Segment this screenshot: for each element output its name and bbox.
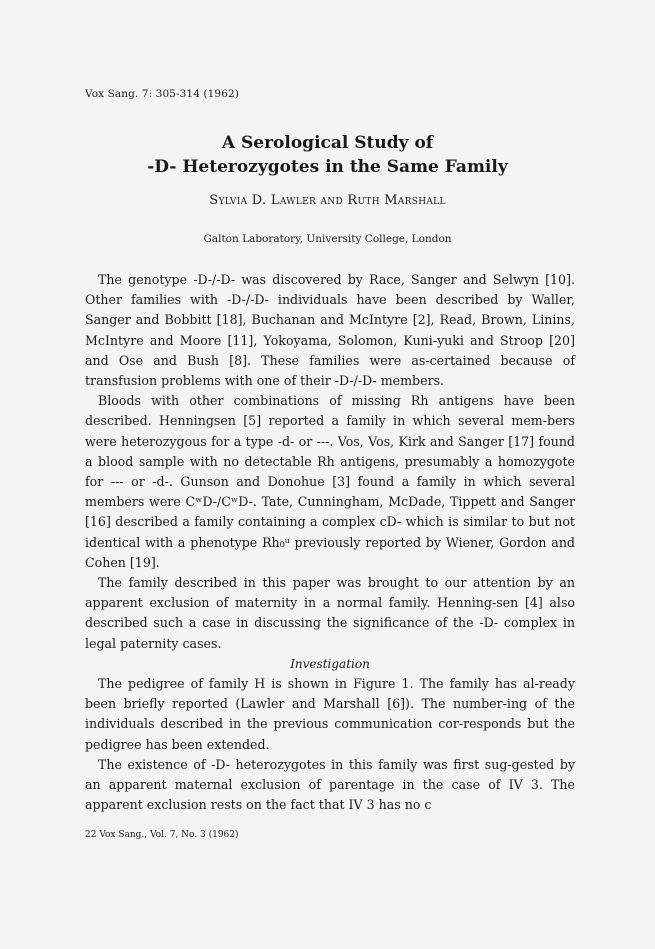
affiliation: Galton Laboratory, University College, London (203, 233, 452, 245)
authors: Sylvia D. Lawler and Ruth Marshall (209, 193, 446, 208)
paragraph: The existence of -D- heterozygotes in this family was first sug-gested by an apparent maternal exclusion of parentage in the case of IV 3. The apparent exclusion rests on the fact that IV 3 has no c (85, 756, 575, 813)
paragraph: The family described in this paper was brought to our attention by an apparent exclusion of maternity in a normal family. Henning-sen [4] also described such a case in discussing the significance of the -D- complex in legal paternity cases. (85, 575, 575, 651)
section-heading: Investigation (290, 656, 370, 671)
journal-citation: Vox Sang. 7: 305-314 (1962) (85, 88, 239, 100)
paragraph: The pedigree of family H is shown in Figure 1. The family has al-ready been briefly reported (Lawler and Marshall [6]). The number-ing of the individuals described in the previous communication cor-responds but the pedigree has been extended. (85, 676, 575, 752)
paragraph: The genotype -D-/-D- was discovered by Race, Sanger and Selwyn [10]. Other families with -D-/-D- individuals have been described by Waller, Sanger and Bobbitt [18], Buchanan and McIntyre [2], Read, Brown, Linins, McIntyre and Moore [11], Yokoyama, Solomon, Kuni-yuki and Stroop [20] and Ose and Bush [8]. These families were as-certained because of transfusion problems with one of their -D-/-D- members. (85, 272, 575, 389)
title-line-1: A Serological Study of (221, 133, 434, 153)
page-footer: 22 Vox Sang., Vol. 7, No. 3 (1962) (85, 830, 239, 840)
article-body (85, 270, 575, 815)
paragraph: Bloods with other combinations of missing Rh antigens have been described. Henningsen [5] reported a family in which several mem-bers were heterozygous for a type -d- or ---. Vos, Vos, Kirk and Sanger [17] found a blood sample with no detectable Rh antigens, presumably a homozygote for --- or -d-. Gunson and Donohue [3] found a family in which several members were CʷD-/CʷD-. Tate, Cunningham, McDade, Tippett and Sanger [16] described a family containing a complex cD- which is similar to but not identical with a phenotype Rh₀ᵘ previously reported by Wiener, Gordon and Cohen [19]. (85, 393, 575, 570)
title-line-2: -D- Heterozygotes in the Same Family (147, 157, 508, 177)
